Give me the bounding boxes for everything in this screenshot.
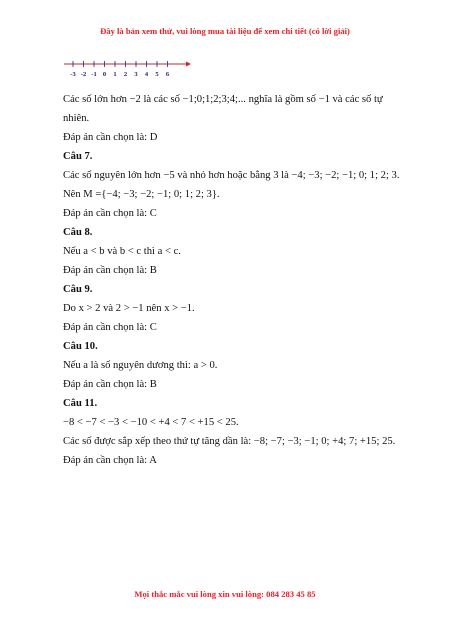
text-line: Các số lớn hơn −2 là các số −1;0;1;2;3;4;... nghĩa là gồm số −1 và các số tự (63, 94, 383, 105)
number-line-arrow (186, 62, 191, 67)
answer-line: Đáp án cần chọn là: B (63, 265, 157, 276)
number-line-tick-label: -2 (80, 71, 87, 78)
question-heading: Câu 10. (63, 341, 98, 352)
answer-line: Đáp án cần chọn là: A (63, 455, 157, 466)
number-line-tick-label: 2 (123, 71, 128, 78)
contact-notice: Mọi thắc mắc vui lòng xin vui lòng: 084 283 45 85 (134, 589, 316, 599)
number-line-tick-label: 5 (155, 71, 159, 78)
number-line-tick-label: -1 (91, 71, 97, 78)
number-line-tick-label: 3 (134, 71, 138, 78)
text-line: Các số được sắp xếp theo thứ tự tăng dần là: −8; −7; −3; −1; 0; +4; 7; +15; 25. (63, 436, 396, 447)
text-line: Nếu a là số nguyên dương thì: a > 0. (63, 360, 218, 371)
number-line-tick-label: -3 (70, 71, 76, 78)
text-line: Do x > 2 và 2 > −1 nên x > −1. (63, 303, 195, 314)
question-heading: Câu 9. (63, 284, 93, 295)
text-line: Nên M ={−4; −3; −2; −1; 0; 1; 2; 3}. (63, 189, 220, 200)
question-heading: Câu 11. (63, 398, 98, 409)
question-heading: Câu 8. (63, 227, 93, 238)
solution-content (63, 90, 398, 470)
number-line-tick-label: 1 (113, 71, 117, 78)
answer-line: Đáp án cần chọn là: B (63, 379, 157, 390)
preview-notice: Đây là bản xem thử, vui lòng mua tài liệu để xem chi tiết (có lời giải) (100, 26, 350, 36)
number-line-figure (62, 52, 192, 82)
text-line: −8 < −7 < −3 < −10 < +4 < 7 < +15 < 25. (63, 417, 239, 428)
question-heading: Câu 7. (63, 151, 93, 162)
number-line-tick-label: 0 (102, 71, 107, 78)
answer-line: Đáp án cần chọn là: C (63, 208, 157, 219)
answer-line: Đáp án cần chọn là: C (63, 322, 157, 333)
answer-line: Đáp án cần chọn là: D (63, 132, 158, 143)
number-line-tick-label: 6 (165, 71, 170, 78)
text-line: Nếu a < b và b < c thì a < c. (63, 246, 181, 257)
text-line: Các số nguyên lớn hơn −5 và nhỏ hơn hoặc bằng 3 là −4; −3; −2; −1; 0; 1; 2; 3. (63, 170, 400, 181)
text-line: nhiên. (63, 113, 90, 124)
number-line-tick-label: 4 (144, 71, 149, 78)
